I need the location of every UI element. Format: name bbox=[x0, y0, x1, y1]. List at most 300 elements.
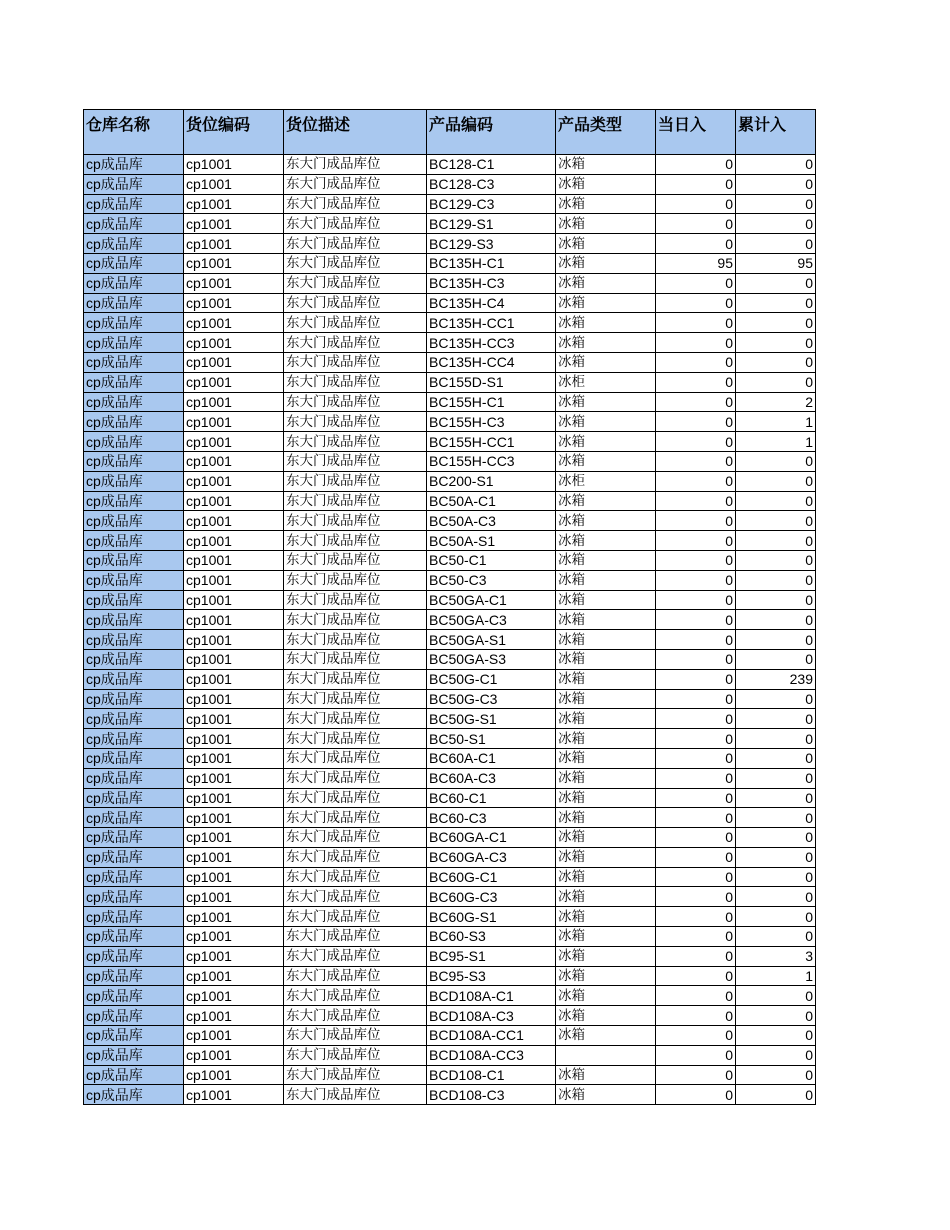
cell-cumulative-in[interactable]: 95 bbox=[736, 253, 816, 273]
cell-location-code[interactable]: cp1001 bbox=[184, 847, 284, 867]
cell-location-desc[interactable]: 东大门成品库位 bbox=[284, 847, 427, 867]
cell-location-desc[interactable]: 东大门成品库位 bbox=[284, 313, 427, 333]
cell-product-code[interactable]: BC135H-C3 bbox=[427, 273, 556, 293]
cell-daily-in[interactable]: 0 bbox=[656, 590, 736, 610]
cell-product-code[interactable]: BCD108A-C1 bbox=[427, 986, 556, 1006]
cell-warehouse-name[interactable]: cp成品库 bbox=[84, 1045, 184, 1065]
cell-location-code[interactable]: cp1001 bbox=[184, 610, 284, 630]
cell-product-code[interactable]: BC129-S3 bbox=[427, 234, 556, 254]
cell-location-code[interactable]: cp1001 bbox=[184, 372, 284, 392]
cell-cumulative-in[interactable]: 0 bbox=[736, 511, 816, 531]
cell-daily-in[interactable]: 0 bbox=[656, 689, 736, 709]
cell-warehouse-name[interactable]: cp成品库 bbox=[84, 847, 184, 867]
cell-location-desc[interactable]: 东大门成品库位 bbox=[284, 1006, 427, 1026]
cell-location-code[interactable]: cp1001 bbox=[184, 1065, 284, 1085]
cell-cumulative-in[interactable]: 0 bbox=[736, 768, 816, 788]
cell-location-code[interactable]: cp1001 bbox=[184, 550, 284, 570]
cell-daily-in[interactable]: 0 bbox=[656, 867, 736, 887]
cell-daily-in[interactable]: 0 bbox=[656, 412, 736, 432]
cell-cumulative-in[interactable]: 0 bbox=[736, 372, 816, 392]
cell-product-code[interactable]: BC128-C1 bbox=[427, 155, 556, 175]
cell-location-code[interactable]: cp1001 bbox=[184, 808, 284, 828]
cell-daily-in[interactable]: 0 bbox=[656, 847, 736, 867]
cell-location-code[interactable]: cp1001 bbox=[184, 432, 284, 452]
cell-cumulative-in[interactable]: 0 bbox=[736, 630, 816, 650]
cell-cumulative-in[interactable]: 0 bbox=[736, 214, 816, 234]
cell-product-code[interactable]: BC50A-S1 bbox=[427, 531, 556, 551]
cell-daily-in[interactable]: 0 bbox=[656, 986, 736, 1006]
cell-location-desc[interactable]: 东大门成品库位 bbox=[284, 155, 427, 175]
header-cumulative-in[interactable]: 累计入 bbox=[736, 110, 816, 155]
cell-product-code[interactable]: BC60G-C3 bbox=[427, 887, 556, 907]
cell-product-type[interactable]: 冰箱 bbox=[556, 491, 656, 511]
cell-product-type[interactable]: 冰箱 bbox=[556, 649, 656, 669]
cell-location-desc[interactable]: 东大门成品库位 bbox=[284, 234, 427, 254]
header-daily-in[interactable]: 当日入 bbox=[656, 110, 736, 155]
cell-warehouse-name[interactable]: cp成品库 bbox=[84, 1085, 184, 1105]
cell-cumulative-in[interactable]: 0 bbox=[736, 867, 816, 887]
cell-location-code[interactable]: cp1001 bbox=[184, 174, 284, 194]
cell-location-desc[interactable]: 东大门成品库位 bbox=[284, 412, 427, 432]
cell-location-desc[interactable]: 东大门成品库位 bbox=[284, 1045, 427, 1065]
cell-product-code[interactable]: BC155H-C1 bbox=[427, 392, 556, 412]
cell-location-code[interactable]: cp1001 bbox=[184, 1006, 284, 1026]
cell-product-code[interactable]: BC50G-C1 bbox=[427, 669, 556, 689]
cell-product-type[interactable]: 冰箱 bbox=[556, 333, 656, 353]
cell-warehouse-name[interactable]: cp成品库 bbox=[84, 808, 184, 828]
cell-product-code[interactable]: BC135H-CC3 bbox=[427, 333, 556, 353]
header-location-desc[interactable]: 货位描述 bbox=[284, 110, 427, 155]
cell-warehouse-name[interactable]: cp成品库 bbox=[84, 689, 184, 709]
cell-location-code[interactable]: cp1001 bbox=[184, 214, 284, 234]
cell-location-desc[interactable]: 东大门成品库位 bbox=[284, 1065, 427, 1085]
cell-product-type[interactable]: 冰箱 bbox=[556, 531, 656, 551]
cell-location-desc[interactable]: 东大门成品库位 bbox=[284, 808, 427, 828]
cell-product-type[interactable]: 冰箱 bbox=[556, 570, 656, 590]
cell-daily-in[interactable]: 0 bbox=[656, 570, 736, 590]
cell-daily-in[interactable]: 0 bbox=[656, 1065, 736, 1085]
cell-cumulative-in[interactable]: 0 bbox=[736, 333, 816, 353]
cell-product-type[interactable]: 冰箱 bbox=[556, 451, 656, 471]
cell-location-desc[interactable]: 东大门成品库位 bbox=[284, 729, 427, 749]
cell-location-desc[interactable]: 东大门成品库位 bbox=[284, 491, 427, 511]
cell-product-type[interactable]: 冰箱 bbox=[556, 689, 656, 709]
cell-location-code[interactable]: cp1001 bbox=[184, 729, 284, 749]
header-location-code[interactable]: 货位编码 bbox=[184, 110, 284, 155]
cell-warehouse-name[interactable]: cp成品库 bbox=[84, 669, 184, 689]
cell-location-desc[interactable]: 东大门成品库位 bbox=[284, 214, 427, 234]
cell-product-code[interactable]: BC50GA-S1 bbox=[427, 630, 556, 650]
cell-warehouse-name[interactable]: cp成品库 bbox=[84, 1065, 184, 1085]
cell-location-desc[interactable]: 东大门成品库位 bbox=[284, 194, 427, 214]
cell-warehouse-name[interactable]: cp成品库 bbox=[84, 590, 184, 610]
cell-daily-in[interactable]: 0 bbox=[656, 966, 736, 986]
cell-warehouse-name[interactable]: cp成品库 bbox=[84, 293, 184, 313]
cell-daily-in[interactable]: 0 bbox=[656, 907, 736, 927]
cell-warehouse-name[interactable]: cp成品库 bbox=[84, 372, 184, 392]
cell-warehouse-name[interactable]: cp成品库 bbox=[84, 511, 184, 531]
cell-cumulative-in[interactable]: 0 bbox=[736, 1006, 816, 1026]
cell-daily-in[interactable]: 0 bbox=[656, 828, 736, 848]
cell-location-desc[interactable]: 东大门成品库位 bbox=[284, 788, 427, 808]
cell-daily-in[interactable]: 0 bbox=[656, 649, 736, 669]
cell-product-type[interactable]: 冰箱 bbox=[556, 1026, 656, 1046]
cell-product-code[interactable]: BC200-S1 bbox=[427, 471, 556, 491]
cell-product-code[interactable]: BCD108A-CC3 bbox=[427, 1045, 556, 1065]
cell-cumulative-in[interactable]: 0 bbox=[736, 788, 816, 808]
cell-daily-in[interactable]: 0 bbox=[656, 927, 736, 947]
cell-product-type[interactable]: 冰箱 bbox=[556, 828, 656, 848]
cell-location-desc[interactable]: 东大门成品库位 bbox=[284, 253, 427, 273]
cell-product-type[interactable]: 冰箱 bbox=[556, 352, 656, 372]
cell-daily-in[interactable]: 0 bbox=[656, 214, 736, 234]
cell-warehouse-name[interactable]: cp成品库 bbox=[84, 986, 184, 1006]
cell-product-type[interactable]: 冰箱 bbox=[556, 1085, 656, 1105]
cell-location-desc[interactable]: 东大门成品库位 bbox=[284, 669, 427, 689]
cell-cumulative-in[interactable]: 0 bbox=[736, 352, 816, 372]
cell-cumulative-in[interactable]: 1 bbox=[736, 432, 816, 452]
cell-daily-in[interactable]: 0 bbox=[656, 392, 736, 412]
cell-product-type[interactable]: 冰箱 bbox=[556, 788, 656, 808]
cell-warehouse-name[interactable]: cp成品库 bbox=[84, 471, 184, 491]
cell-product-type[interactable]: 冰箱 bbox=[556, 590, 656, 610]
cell-product-type[interactable]: 冰箱 bbox=[556, 630, 656, 650]
cell-product-type[interactable]: 冰箱 bbox=[556, 1065, 656, 1085]
cell-product-type[interactable]: 冰箱 bbox=[556, 867, 656, 887]
cell-product-code[interactable]: BCD108-C3 bbox=[427, 1085, 556, 1105]
cell-cumulative-in[interactable]: 0 bbox=[736, 808, 816, 828]
cell-location-code[interactable]: cp1001 bbox=[184, 273, 284, 293]
cell-warehouse-name[interactable]: cp成品库 bbox=[84, 630, 184, 650]
cell-product-code[interactable]: BC135H-C4 bbox=[427, 293, 556, 313]
cell-location-code[interactable]: cp1001 bbox=[184, 471, 284, 491]
cell-cumulative-in[interactable]: 0 bbox=[736, 293, 816, 313]
cell-location-code[interactable]: cp1001 bbox=[184, 927, 284, 947]
cell-product-type[interactable]: 冰箱 bbox=[556, 709, 656, 729]
cell-warehouse-name[interactable]: cp成品库 bbox=[84, 451, 184, 471]
cell-daily-in[interactable]: 0 bbox=[656, 1026, 736, 1046]
cell-location-desc[interactable]: 东大门成品库位 bbox=[284, 986, 427, 1006]
cell-product-type[interactable]: 冰箱 bbox=[556, 174, 656, 194]
cell-location-code[interactable]: cp1001 bbox=[184, 709, 284, 729]
cell-product-code[interactable]: BC50G-C3 bbox=[427, 689, 556, 709]
cell-location-code[interactable]: cp1001 bbox=[184, 313, 284, 333]
cell-location-code[interactable]: cp1001 bbox=[184, 491, 284, 511]
cell-product-code[interactable]: BC50A-C1 bbox=[427, 491, 556, 511]
cell-daily-in[interactable]: 0 bbox=[656, 194, 736, 214]
cell-product-type[interactable]: 冰箱 bbox=[556, 511, 656, 531]
cell-location-desc[interactable]: 东大门成品库位 bbox=[284, 907, 427, 927]
cell-location-code[interactable]: cp1001 bbox=[184, 234, 284, 254]
cell-daily-in[interactable]: 0 bbox=[656, 491, 736, 511]
cell-product-code[interactable]: BC60A-C3 bbox=[427, 768, 556, 788]
cell-product-type[interactable]: 冰箱 bbox=[556, 392, 656, 412]
cell-warehouse-name[interactable]: cp成品库 bbox=[84, 887, 184, 907]
cell-cumulative-in[interactable]: 0 bbox=[736, 689, 816, 709]
cell-location-code[interactable]: cp1001 bbox=[184, 392, 284, 412]
cell-location-code[interactable]: cp1001 bbox=[184, 788, 284, 808]
cell-location-desc[interactable]: 东大门成品库位 bbox=[284, 689, 427, 709]
cell-warehouse-name[interactable]: cp成品库 bbox=[84, 649, 184, 669]
cell-cumulative-in[interactable]: 0 bbox=[736, 649, 816, 669]
cell-product-code[interactable]: BC60A-C1 bbox=[427, 748, 556, 768]
cell-warehouse-name[interactable]: cp成品库 bbox=[84, 927, 184, 947]
cell-location-code[interactable]: cp1001 bbox=[184, 412, 284, 432]
cell-cumulative-in[interactable]: 2 bbox=[736, 392, 816, 412]
cell-cumulative-in[interactable]: 0 bbox=[736, 550, 816, 570]
cell-product-code[interactable]: BC60G-C1 bbox=[427, 867, 556, 887]
cell-location-desc[interactable]: 东大门成品库位 bbox=[284, 432, 427, 452]
cell-daily-in[interactable]: 0 bbox=[656, 174, 736, 194]
cell-product-type[interactable]: 冰箱 bbox=[556, 293, 656, 313]
cell-location-desc[interactable]: 东大门成品库位 bbox=[284, 867, 427, 887]
cell-daily-in[interactable]: 0 bbox=[656, 788, 736, 808]
cell-cumulative-in[interactable]: 0 bbox=[736, 907, 816, 927]
cell-daily-in[interactable]: 0 bbox=[656, 887, 736, 907]
cell-location-code[interactable]: cp1001 bbox=[184, 511, 284, 531]
cell-location-desc[interactable]: 东大门成品库位 bbox=[284, 966, 427, 986]
cell-warehouse-name[interactable]: cp成品库 bbox=[84, 1026, 184, 1046]
cell-cumulative-in[interactable]: 0 bbox=[736, 451, 816, 471]
cell-cumulative-in[interactable]: 0 bbox=[736, 729, 816, 749]
cell-daily-in[interactable]: 0 bbox=[656, 471, 736, 491]
cell-daily-in[interactable]: 95 bbox=[656, 253, 736, 273]
cell-product-type[interactable]: 冰箱 bbox=[556, 907, 656, 927]
cell-product-code[interactable]: BC50GA-C1 bbox=[427, 590, 556, 610]
cell-daily-in[interactable]: 0 bbox=[656, 293, 736, 313]
cell-location-code[interactable]: cp1001 bbox=[184, 1045, 284, 1065]
cell-warehouse-name[interactable]: cp成品库 bbox=[84, 748, 184, 768]
cell-product-code[interactable]: BC155H-CC3 bbox=[427, 451, 556, 471]
cell-location-code[interactable]: cp1001 bbox=[184, 887, 284, 907]
cell-warehouse-name[interactable]: cp成品库 bbox=[84, 432, 184, 452]
cell-location-desc[interactable]: 东大门成品库位 bbox=[284, 590, 427, 610]
cell-product-code[interactable]: BC135H-CC4 bbox=[427, 352, 556, 372]
cell-warehouse-name[interactable]: cp成品库 bbox=[84, 729, 184, 749]
cell-location-desc[interactable]: 东大门成品库位 bbox=[284, 372, 427, 392]
cell-location-code[interactable]: cp1001 bbox=[184, 590, 284, 610]
cell-location-code[interactable]: cp1001 bbox=[184, 669, 284, 689]
cell-warehouse-name[interactable]: cp成品库 bbox=[84, 550, 184, 570]
cell-location-code[interactable]: cp1001 bbox=[184, 570, 284, 590]
cell-daily-in[interactable]: 0 bbox=[656, 531, 736, 551]
cell-daily-in[interactable]: 0 bbox=[656, 808, 736, 828]
cell-warehouse-name[interactable]: cp成品库 bbox=[84, 214, 184, 234]
cell-location-code[interactable]: cp1001 bbox=[184, 155, 284, 175]
cell-product-type[interactable]: 冰箱 bbox=[556, 669, 656, 689]
cell-warehouse-name[interactable]: cp成品库 bbox=[84, 234, 184, 254]
cell-warehouse-name[interactable]: cp成品库 bbox=[84, 273, 184, 293]
cell-warehouse-name[interactable]: cp成品库 bbox=[84, 155, 184, 175]
cell-location-code[interactable]: cp1001 bbox=[184, 689, 284, 709]
cell-product-code[interactable]: BC50-S1 bbox=[427, 729, 556, 749]
cell-warehouse-name[interactable]: cp成品库 bbox=[84, 907, 184, 927]
cell-cumulative-in[interactable]: 0 bbox=[736, 471, 816, 491]
cell-location-code[interactable]: cp1001 bbox=[184, 194, 284, 214]
cell-cumulative-in[interactable]: 0 bbox=[736, 313, 816, 333]
cell-product-code[interactable]: BC129-C3 bbox=[427, 194, 556, 214]
cell-product-type[interactable]: 冰箱 bbox=[556, 550, 656, 570]
cell-product-type[interactable]: 冰箱 bbox=[556, 966, 656, 986]
cell-location-code[interactable]: cp1001 bbox=[184, 986, 284, 1006]
cell-product-type[interactable]: 冰箱 bbox=[556, 768, 656, 788]
cell-product-type[interactable] bbox=[556, 1045, 656, 1065]
cell-product-type[interactable]: 冰箱 bbox=[556, 847, 656, 867]
cell-daily-in[interactable]: 0 bbox=[656, 155, 736, 175]
cell-product-code[interactable]: BC155D-S1 bbox=[427, 372, 556, 392]
cell-cumulative-in[interactable]: 239 bbox=[736, 669, 816, 689]
cell-product-code[interactable]: BC50GA-S3 bbox=[427, 649, 556, 669]
cell-cumulative-in[interactable]: 0 bbox=[736, 1045, 816, 1065]
cell-product-code[interactable]: BC50G-S1 bbox=[427, 709, 556, 729]
cell-daily-in[interactable]: 0 bbox=[656, 234, 736, 254]
cell-daily-in[interactable]: 0 bbox=[656, 729, 736, 749]
cell-warehouse-name[interactable]: cp成品库 bbox=[84, 768, 184, 788]
cell-daily-in[interactable]: 0 bbox=[656, 273, 736, 293]
cell-location-desc[interactable]: 东大门成品库位 bbox=[284, 293, 427, 313]
cell-warehouse-name[interactable]: cp成品库 bbox=[84, 412, 184, 432]
cell-warehouse-name[interactable]: cp成品库 bbox=[84, 531, 184, 551]
cell-cumulative-in[interactable]: 0 bbox=[736, 570, 816, 590]
cell-location-code[interactable]: cp1001 bbox=[184, 907, 284, 927]
cell-product-code[interactable]: BC155H-C3 bbox=[427, 412, 556, 432]
cell-cumulative-in[interactable]: 0 bbox=[736, 174, 816, 194]
cell-location-desc[interactable]: 东大门成品库位 bbox=[284, 511, 427, 531]
cell-location-desc[interactable]: 东大门成品库位 bbox=[284, 887, 427, 907]
cell-warehouse-name[interactable]: cp成品库 bbox=[84, 570, 184, 590]
cell-warehouse-name[interactable]: cp成品库 bbox=[84, 253, 184, 273]
cell-product-type[interactable]: 冰箱 bbox=[556, 610, 656, 630]
cell-daily-in[interactable]: 0 bbox=[656, 511, 736, 531]
cell-location-code[interactable]: cp1001 bbox=[184, 768, 284, 788]
cell-cumulative-in[interactable]: 0 bbox=[736, 847, 816, 867]
cell-warehouse-name[interactable]: cp成品库 bbox=[84, 867, 184, 887]
cell-daily-in[interactable]: 0 bbox=[656, 1085, 736, 1105]
cell-location-desc[interactable]: 东大门成品库位 bbox=[284, 709, 427, 729]
cell-product-type[interactable]: 冰箱 bbox=[556, 155, 656, 175]
cell-location-desc[interactable]: 东大门成品库位 bbox=[284, 610, 427, 630]
cell-location-desc[interactable]: 东大门成品库位 bbox=[284, 570, 427, 590]
cell-location-code[interactable]: cp1001 bbox=[184, 333, 284, 353]
cell-product-type[interactable]: 冰箱 bbox=[556, 808, 656, 828]
cell-location-desc[interactable]: 东大门成品库位 bbox=[284, 273, 427, 293]
cell-location-code[interactable]: cp1001 bbox=[184, 451, 284, 471]
cell-daily-in[interactable]: 0 bbox=[656, 313, 736, 333]
cell-cumulative-in[interactable]: 0 bbox=[736, 1085, 816, 1105]
cell-product-type[interactable]: 冰箱 bbox=[556, 412, 656, 432]
cell-daily-in[interactable]: 0 bbox=[656, 372, 736, 392]
cell-location-code[interactable]: cp1001 bbox=[184, 966, 284, 986]
cell-product-type[interactable]: 冰箱 bbox=[556, 887, 656, 907]
cell-location-desc[interactable]: 东大门成品库位 bbox=[284, 333, 427, 353]
cell-warehouse-name[interactable]: cp成品库 bbox=[84, 491, 184, 511]
cell-cumulative-in[interactable]: 0 bbox=[736, 748, 816, 768]
cell-product-code[interactable]: BC155H-CC1 bbox=[427, 432, 556, 452]
cell-product-type[interactable]: 冰箱 bbox=[556, 927, 656, 947]
cell-product-type[interactable]: 冰箱 bbox=[556, 729, 656, 749]
cell-location-code[interactable]: cp1001 bbox=[184, 1026, 284, 1046]
cell-product-type[interactable]: 冰箱 bbox=[556, 946, 656, 966]
cell-cumulative-in[interactable]: 0 bbox=[736, 1065, 816, 1085]
cell-location-desc[interactable]: 东大门成品库位 bbox=[284, 550, 427, 570]
cell-product-code[interactable]: BC128-C3 bbox=[427, 174, 556, 194]
cell-product-code[interactable]: BC60GA-C3 bbox=[427, 847, 556, 867]
cell-daily-in[interactable]: 0 bbox=[656, 946, 736, 966]
cell-warehouse-name[interactable]: cp成品库 bbox=[84, 194, 184, 214]
cell-daily-in[interactable]: 0 bbox=[656, 333, 736, 353]
cell-cumulative-in[interactable]: 1 bbox=[736, 412, 816, 432]
cell-daily-in[interactable]: 0 bbox=[656, 610, 736, 630]
cell-product-code[interactable]: BCD108A-C3 bbox=[427, 1006, 556, 1026]
cell-product-type[interactable]: 冰柜 bbox=[556, 372, 656, 392]
cell-location-code[interactable]: cp1001 bbox=[184, 1085, 284, 1105]
header-warehouse-name[interactable]: 仓库名称 bbox=[84, 110, 184, 155]
cell-location-code[interactable]: cp1001 bbox=[184, 946, 284, 966]
cell-product-type[interactable]: 冰箱 bbox=[556, 194, 656, 214]
cell-product-code[interactable]: BC50GA-C3 bbox=[427, 610, 556, 630]
cell-product-code[interactable]: BC95-S3 bbox=[427, 966, 556, 986]
cell-daily-in[interactable]: 0 bbox=[656, 748, 736, 768]
cell-cumulative-in[interactable]: 0 bbox=[736, 273, 816, 293]
cell-location-desc[interactable]: 东大门成品库位 bbox=[284, 630, 427, 650]
cell-cumulative-in[interactable]: 0 bbox=[736, 986, 816, 1006]
cell-cumulative-in[interactable]: 0 bbox=[736, 1026, 816, 1046]
cell-product-type[interactable]: 冰箱 bbox=[556, 313, 656, 333]
cell-product-type[interactable]: 冰箱 bbox=[556, 1006, 656, 1026]
cell-cumulative-in[interactable]: 1 bbox=[736, 966, 816, 986]
cell-location-code[interactable]: cp1001 bbox=[184, 630, 284, 650]
cell-warehouse-name[interactable]: cp成品库 bbox=[84, 946, 184, 966]
cell-daily-in[interactable]: 0 bbox=[656, 768, 736, 788]
cell-product-code[interactable]: BC60-S3 bbox=[427, 927, 556, 947]
cell-cumulative-in[interactable]: 0 bbox=[736, 531, 816, 551]
cell-cumulative-in[interactable]: 0 bbox=[736, 610, 816, 630]
cell-warehouse-name[interactable]: cp成品库 bbox=[84, 828, 184, 848]
cell-location-desc[interactable]: 东大门成品库位 bbox=[284, 531, 427, 551]
cell-warehouse-name[interactable]: cp成品库 bbox=[84, 392, 184, 412]
cell-product-code[interactable]: BC60G-S1 bbox=[427, 907, 556, 927]
cell-location-desc[interactable]: 东大门成品库位 bbox=[284, 946, 427, 966]
cell-location-code[interactable]: cp1001 bbox=[184, 748, 284, 768]
cell-daily-in[interactable]: 0 bbox=[656, 630, 736, 650]
cell-cumulative-in[interactable]: 0 bbox=[736, 155, 816, 175]
cell-location-desc[interactable]: 东大门成品库位 bbox=[284, 927, 427, 947]
cell-cumulative-in[interactable]: 0 bbox=[736, 194, 816, 214]
cell-warehouse-name[interactable]: cp成品库 bbox=[84, 313, 184, 333]
cell-warehouse-name[interactable]: cp成品库 bbox=[84, 709, 184, 729]
cell-product-code[interactable]: BCD108A-CC1 bbox=[427, 1026, 556, 1046]
cell-product-type[interactable]: 冰箱 bbox=[556, 986, 656, 1006]
cell-location-desc[interactable]: 东大门成品库位 bbox=[284, 392, 427, 412]
cell-product-code[interactable]: BC50-C1 bbox=[427, 550, 556, 570]
cell-product-type[interactable]: 冰箱 bbox=[556, 253, 656, 273]
cell-cumulative-in[interactable]: 0 bbox=[736, 709, 816, 729]
cell-location-code[interactable]: cp1001 bbox=[184, 253, 284, 273]
cell-cumulative-in[interactable]: 0 bbox=[736, 590, 816, 610]
cell-product-type[interactable]: 冰箱 bbox=[556, 234, 656, 254]
cell-location-desc[interactable]: 东大门成品库位 bbox=[284, 828, 427, 848]
cell-location-code[interactable]: cp1001 bbox=[184, 531, 284, 551]
cell-product-code[interactable]: BC50-C3 bbox=[427, 570, 556, 590]
cell-daily-in[interactable]: 0 bbox=[656, 669, 736, 689]
header-product-type[interactable]: 产品类型 bbox=[556, 110, 656, 155]
cell-cumulative-in[interactable]: 0 bbox=[736, 927, 816, 947]
cell-product-code[interactable]: BC50A-C3 bbox=[427, 511, 556, 531]
cell-daily-in[interactable]: 0 bbox=[656, 550, 736, 570]
cell-location-desc[interactable]: 东大门成品库位 bbox=[284, 748, 427, 768]
cell-warehouse-name[interactable]: cp成品库 bbox=[84, 788, 184, 808]
cell-location-code[interactable]: cp1001 bbox=[184, 352, 284, 372]
